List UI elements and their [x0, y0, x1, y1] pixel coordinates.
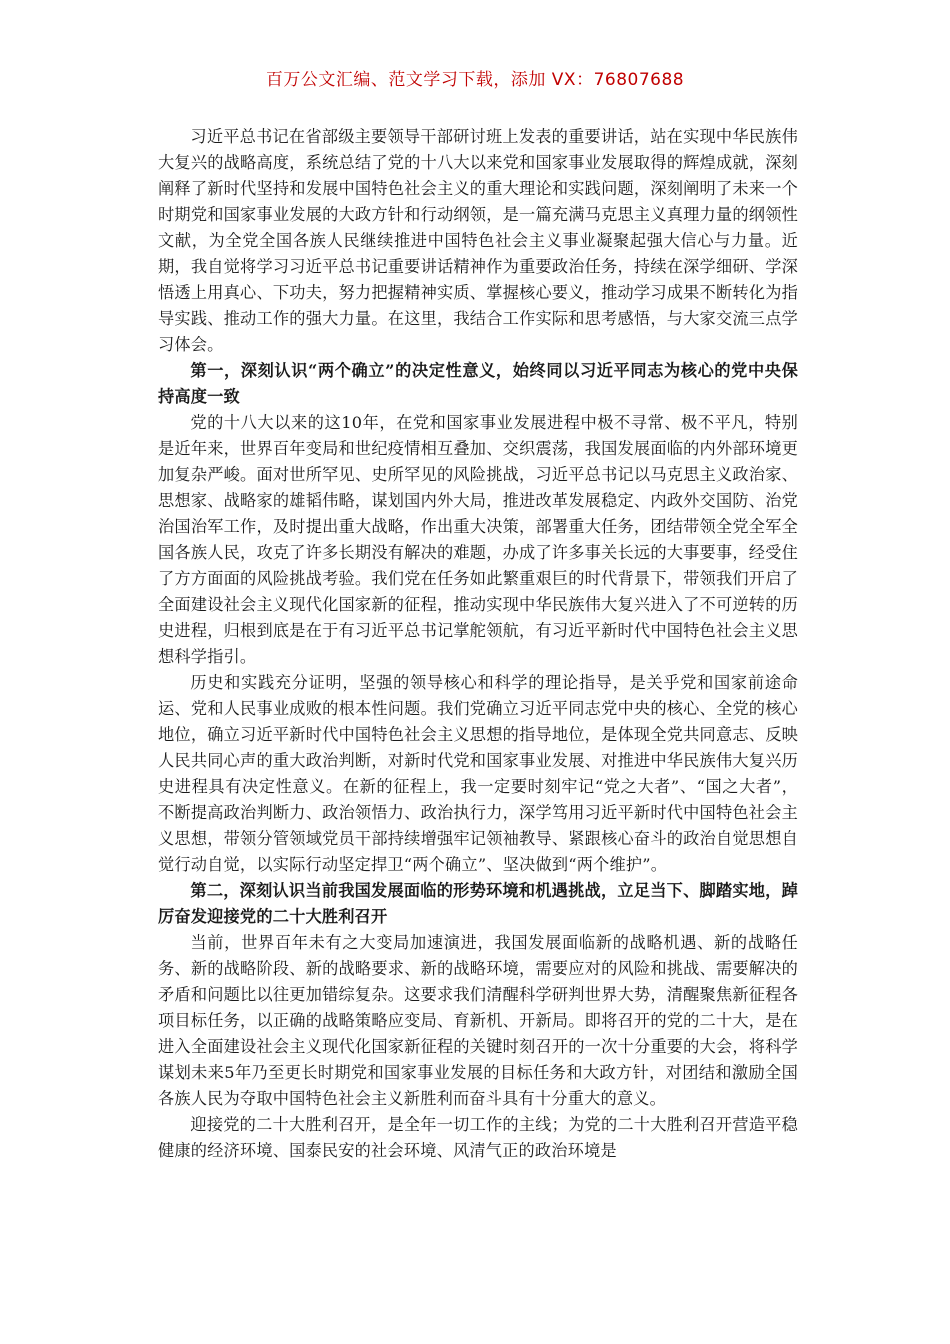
- body-paragraph: 迎接党的二十大胜利召开，是全年一切工作的主线；为党的二十大胜利召开营造平稳健康的经济环境、国泰民安的社会环境、风清气正的政治环境是: [158, 1115, 798, 1160]
- header-banner: 百万公文汇编、范文学习下载，添加 VX：76807688: [265, 70, 685, 90]
- intro-paragraph: 习近平总书记在省部级主要领导干部研讨班上发表的重要讲话，站在实现中华民族伟大复兴的战略高度，系统总结了党的十八大以来党和国家事业发展取得的辉煌成就，深刻阐释了新时代坚持和发展中国特色社会主义的重大理论和实践问题，深刻阐明了未来一个时期党和国家事业发展的大政方针和行动纲领，是一篇充满马克思主义真理力量的纲领性文献，为全党全国各族人民继续推进中国特色社会主义事业凝聚起强大信心与力量。近期，我自觉将学习习近平总书记重要讲话精神作为重要政治任务，持续在深学细研、学深悟透上用真心、下功夫，努力把握精神实质、掌握核心要义，推动学习成果不断转化为指导实践、推动工作的强大力量。在这里，我结合工作实际和思考感悟，与大家交流三点学习体会。: [158, 127, 798, 354]
- body-paragraph: 历史和实践充分证明，坚强的领导核心和科学的理论指导，是关乎党和国家前途命运、党和人民事业成败的根本性问题。我们党确立习近平同志党中央的核心、全党的核心地位，确立习近平新时代中国特色社会主义思想的指导地位，是体现全党共同意志、反映人民共同心声的重大政治判断，对新时代党和国家事业发展、对推进中华民族伟大复兴历史进程具有决定性意义。在新的征程上，我一定要时刻牢记“党之大者”、“国之大者”，不断提高政治判断力、政治领悟力、政治执行力，深学笃用习近平新时代中国特色社会主义思想，带领分管领域党员干部持续增强牢记领袖教导、紧跟核心奋斗的政治自觉思想自觉行动自觉，以实际行动坚定捍卫“两个确立”、坚决做到“两个维护”。: [158, 673, 798, 874]
- body-paragraph: 党的十八大以来的这10年，在党和国家事业发展进程中极不寻常、极不平凡，特别是近年来，世界百年变局和世纪疫情相互叠加、交织震荡，我国发展面临的内外部环境更加复杂严峻。面对世所罕见、史所罕见的风险挑战，习近平总书记以马克思主义政治家、思想家、战略家的雄韬伟略，谋划国内外大局，推进改革发展稳定、内政外交国防、治党治国治军工作，及时提出重大战略，作出重大决策，部署重大任务，团结带领全党全军全国各族人民，攻克了许多长期没有解决的难题，办成了许多事关长远的大事要事，经受住了方方面面的风险挑战考验。我们党在任务如此繁重艰巨的时代背景下，带领我们开启了全面建设社会主义现代化国家新的征程，推动实现中华民族伟大复兴进入了不可逆转的历史进程，归根到底是在于有习近平总书记掌舵领航，有习近平新时代中国特色社会主义思想科学指引。: [158, 413, 798, 666]
- section-heading-2: 第二，深刻认识当前我国发展面临的形势环境和机遇挑战，立足当下、脚踏实地，踔厉奋发迎接党的二十大胜利召开: [158, 881, 798, 926]
- document-body: [158, 124, 798, 1164]
- body-paragraph: 当前，世界百年未有之大变局加速演进，我国发展面临新的战略机遇、新的战略任务、新的战略阶段、新的战略要求、新的战略环境，需要应对的风险和挑战、需要解决的矛盾和问题比以往更加错综复杂。这要求我们清醒科学研判世界大势，清醒聚焦新征程各项目标任务，以正确的战略策略应变局、育新机、开新局。即将召开的党的二十大，是在进入全面建设社会主义现代化国家新征程的关键时刻召开的一次十分重要的大会，将科学谋划未来5年乃至更长时期党和国家事业发展的目标任务和大政方针，对团结和激励全国各族人民为夺取中国特色社会主义新胜利而奋斗具有十分重大的意义。: [158, 933, 798, 1108]
- section-heading-1: 第一，深刻认识“两个确立”的决定性意义，始终同以习近平同志为核心的党中央保持高度一致: [158, 361, 798, 406]
